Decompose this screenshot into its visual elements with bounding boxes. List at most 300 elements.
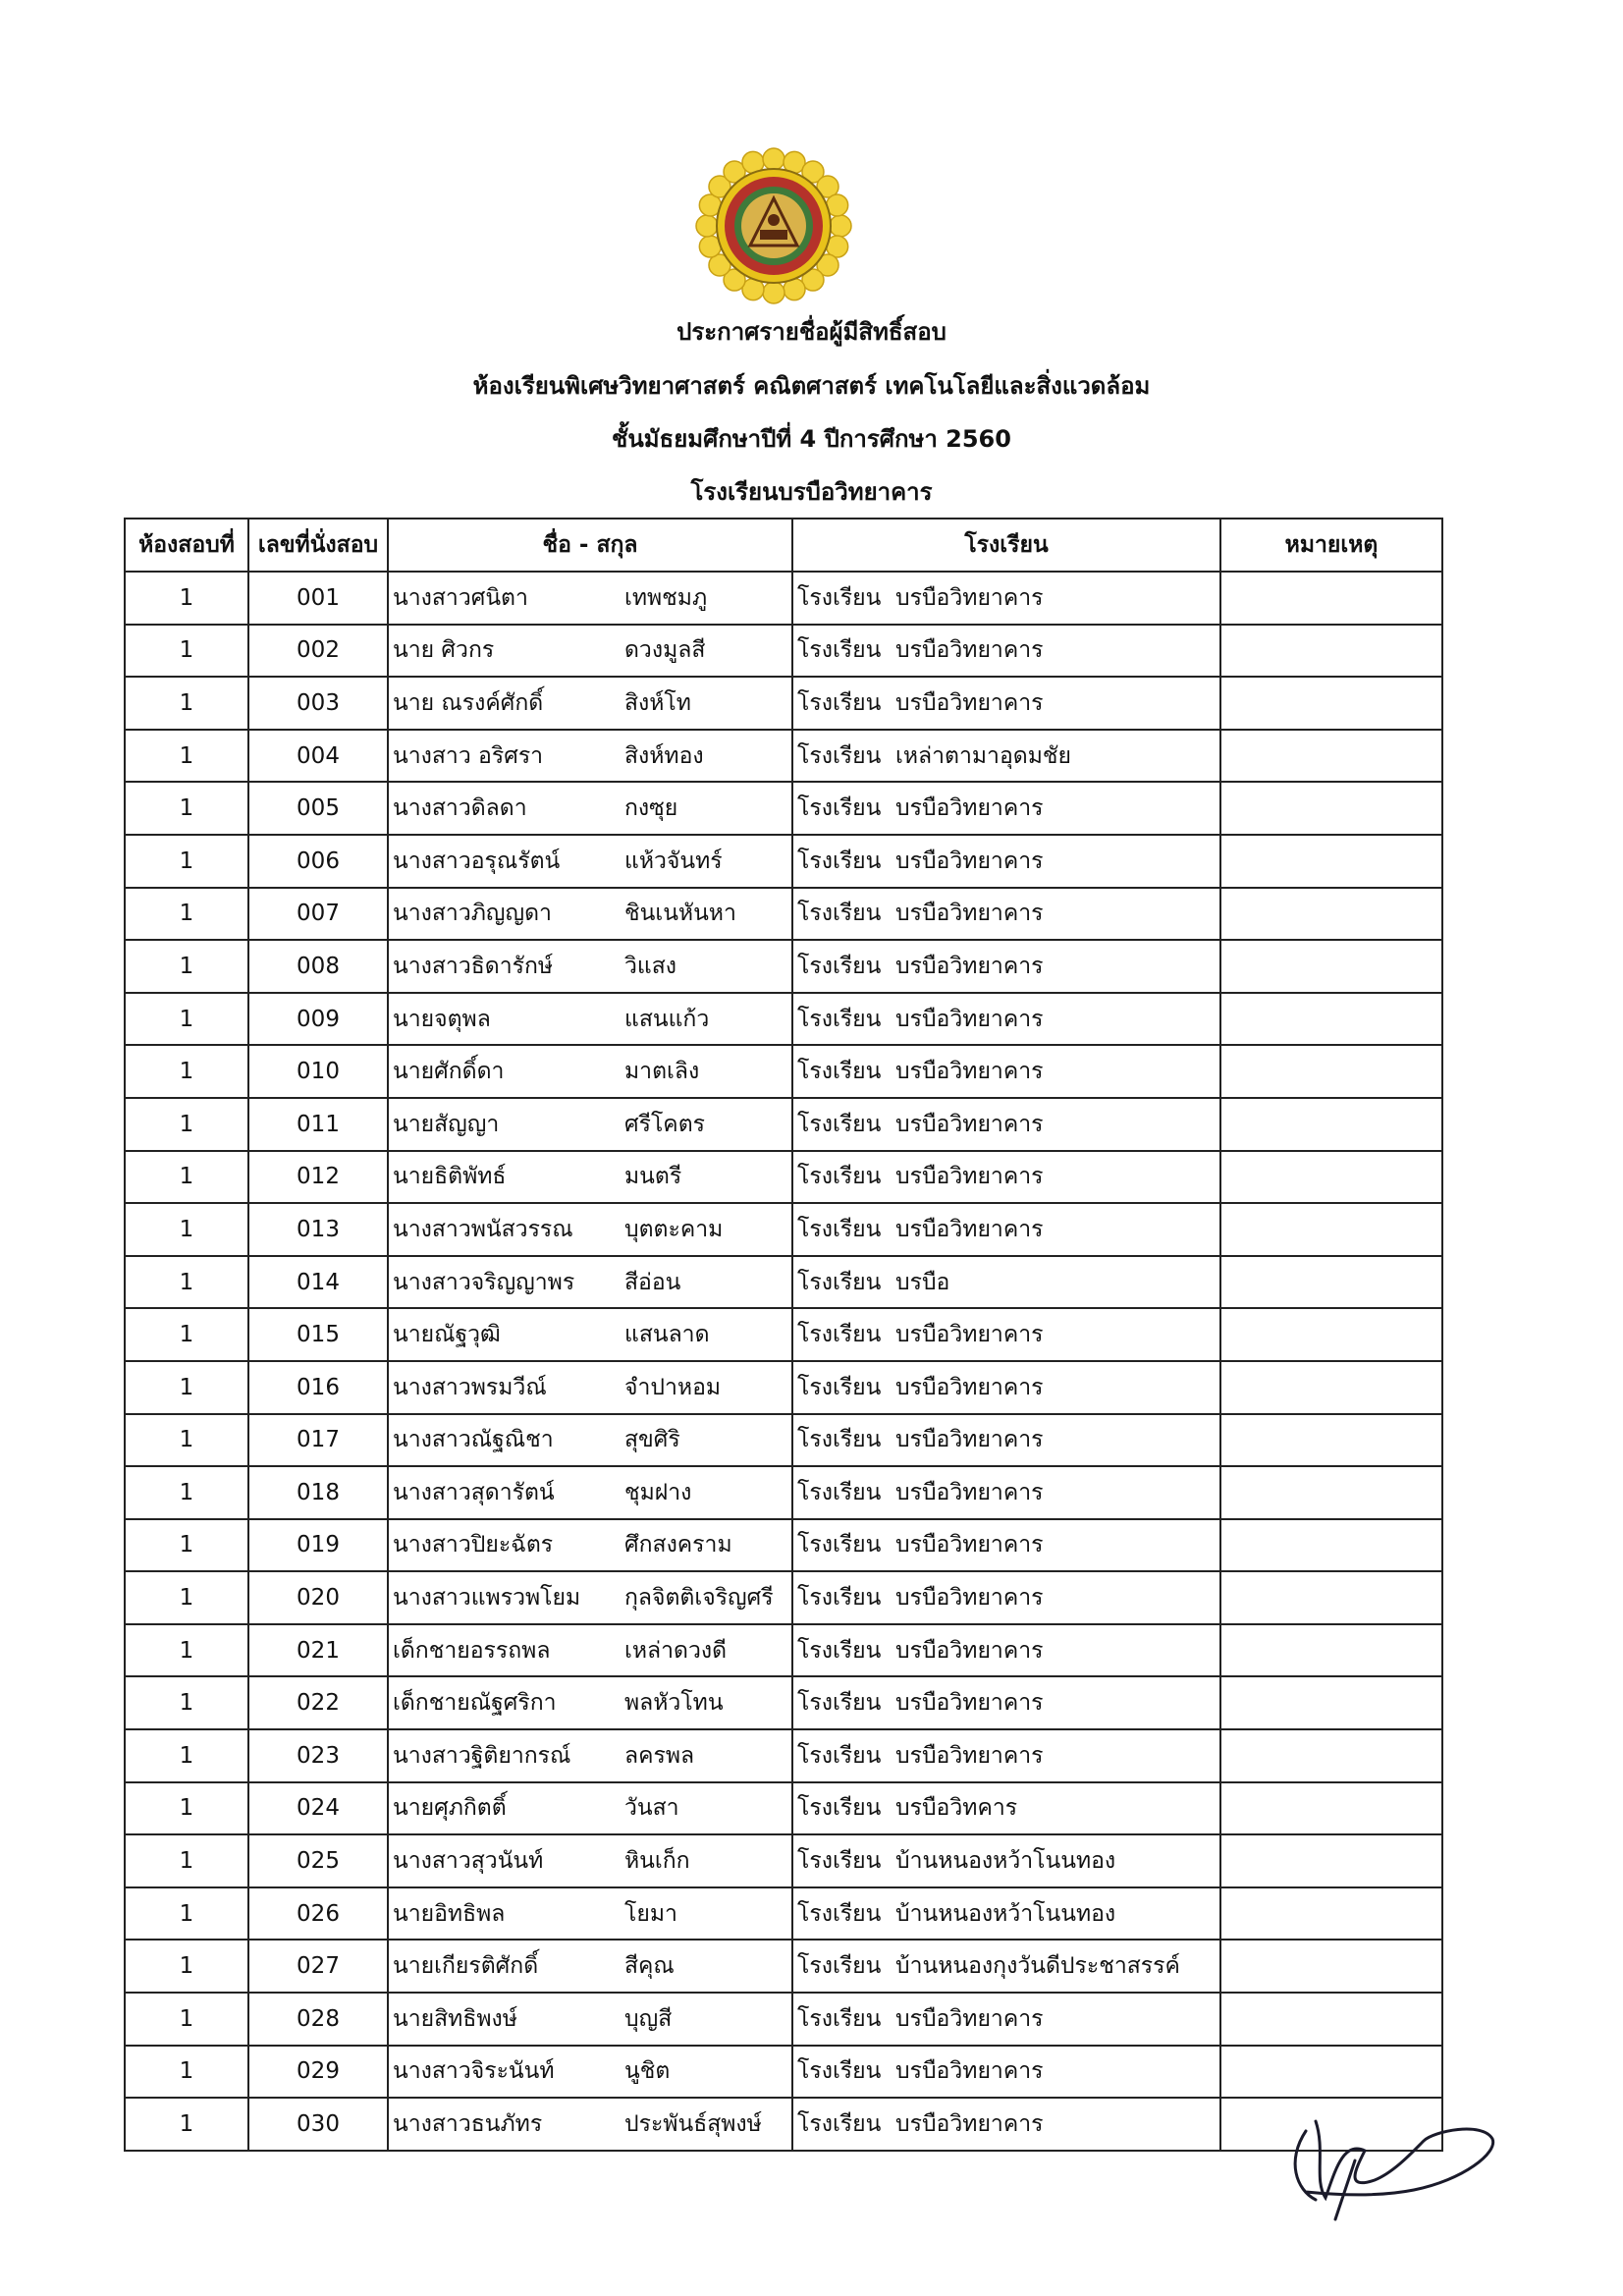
room-cell: 1 — [125, 572, 248, 625]
school-prefix: โรงเรียน — [797, 1532, 882, 1558]
first-name: เด็กชายณัฐศริกา — [393, 1690, 557, 1717]
name-cell — [388, 1203, 792, 1256]
room-cell: 1 — [125, 1782, 248, 1835]
first-name: นางสาวสุวนันท์ — [393, 1848, 544, 1875]
name-cell — [388, 1045, 792, 1098]
name-cell — [388, 1624, 792, 1677]
note-cell — [1220, 677, 1442, 730]
school-value: บรบือวิทยาคาร — [895, 1532, 1044, 1558]
table-row — [125, 835, 1442, 888]
note-cell — [1220, 940, 1442, 993]
first-name: นายสิทธิพงษ์ — [393, 2005, 517, 2032]
first-name: นางสาวศนิตา — [393, 584, 528, 611]
note-cell — [1220, 1624, 1442, 1677]
name-cell — [388, 940, 792, 993]
emblem-petal — [763, 282, 784, 303]
first-name: นางสาวพนัสวรรณ — [393, 1216, 573, 1242]
last-name: ชินเนหันหา — [624, 901, 736, 927]
first-name: นางสาวจิระนันท์ — [393, 2058, 555, 2085]
name-cell — [388, 1782, 792, 1835]
column-header-name: ชื่อ - สกุล — [388, 519, 792, 572]
table-row — [125, 940, 1442, 993]
last-name: บุญสี — [624, 2005, 673, 2032]
last-name: มนตรี — [624, 1164, 682, 1190]
seat-cell: 005 — [248, 782, 388, 835]
first-name: นาย ณรงค์ศักดิ์ — [393, 689, 544, 716]
table-row — [125, 782, 1442, 835]
school-value: บรบือวิทยาคาร — [895, 1742, 1044, 1769]
school-prefix: โรงเรียน — [797, 1585, 882, 1612]
last-name: เหล่าดวงดี — [624, 1637, 728, 1664]
school-cell — [792, 1676, 1220, 1729]
signature-icon — [1267, 2082, 1502, 2229]
name-cell — [388, 1151, 792, 1204]
name-cell — [388, 1993, 792, 2046]
school-prefix: โรงเรียน — [797, 1900, 882, 1927]
name-cell — [388, 1940, 792, 1993]
note-cell — [1220, 1045, 1442, 1098]
name-cell — [388, 2046, 792, 2099]
note-cell — [1220, 993, 1442, 1046]
seat-cell: 006 — [248, 835, 388, 888]
name-cell — [388, 993, 792, 1046]
school-value: บรบือวิทยาคาร — [895, 1164, 1044, 1190]
school-cell — [792, 1308, 1220, 1361]
first-name: นายอิทธิพล — [393, 1900, 506, 1927]
school-value: บรบือ — [895, 1269, 950, 1295]
note-cell — [1220, 730, 1442, 783]
table-header-row — [125, 519, 1442, 572]
school-name: โรงเรียนบรบือวิทยาคาร — [690, 478, 933, 506]
note-cell — [1220, 1414, 1442, 1467]
room-cell: 1 — [125, 1887, 248, 1941]
seat-cell: 013 — [248, 1203, 388, 1256]
seat-cell: 029 — [248, 2046, 388, 2099]
school-value: บ้านหนองกุงวันดีประชาสรรค์ — [895, 1953, 1180, 1980]
note-cell — [1220, 1782, 1442, 1835]
seat-cell: 021 — [248, 1624, 388, 1677]
school-value: บรบือวิทยาคาร — [895, 1111, 1044, 1137]
school-value: บรบือวิทยาคาร — [895, 2111, 1044, 2138]
last-name: ประพันธ์สุพงษ์ — [624, 2111, 762, 2138]
school-cell — [792, 1151, 1220, 1204]
school-prefix: โรงเรียน — [797, 584, 882, 611]
last-name: ศรีโคตร — [624, 1111, 705, 1137]
school-value: บ้านหนองหว้าโนนทอง — [895, 1848, 1116, 1875]
school-prefix: โรงเรียน — [797, 1690, 882, 1717]
school-value: บรบือวิทยาคาร — [895, 1374, 1044, 1400]
last-name: กงซุย — [624, 795, 678, 822]
table-row — [125, 1993, 1442, 2046]
room-cell: 1 — [125, 1993, 248, 2046]
name-cell — [388, 1519, 792, 1572]
last-name: เทพชมภู — [624, 584, 708, 611]
first-name: นายศุภกิตติ์ — [393, 1795, 507, 1822]
school-cell — [792, 1729, 1220, 1782]
note-cell — [1220, 1940, 1442, 1993]
room-cell: 1 — [125, 730, 248, 783]
first-name: นางสาวธิดารักษ์ — [393, 953, 554, 979]
last-name: สีคุณ — [624, 1953, 675, 1980]
note-cell — [1220, 1676, 1442, 1729]
school-cell — [792, 940, 1220, 993]
note-cell — [1220, 1887, 1442, 1941]
seat-cell: 026 — [248, 1887, 388, 1941]
room-cell: 1 — [125, 1834, 248, 1887]
school-prefix: โรงเรียน — [797, 637, 882, 664]
first-name: นายเกียรติศักดิ์ — [393, 1953, 539, 1980]
name-cell — [388, 572, 792, 625]
room-cell: 1 — [125, 1308, 248, 1361]
note-cell — [1220, 1993, 1442, 2046]
school-value: บรบือวิทยาคาร — [895, 1006, 1044, 1032]
table-row — [125, 677, 1442, 730]
school-cell — [792, 835, 1220, 888]
table-row — [125, 730, 1442, 783]
school-prefix: โรงเรียน — [797, 1322, 882, 1348]
name-cell — [388, 835, 792, 888]
school-value: บรบือวิทยาคาร — [895, 1322, 1044, 1348]
school-prefix: โรงเรียน — [797, 689, 882, 716]
first-name: นางสาวฐิติยากรณ์ — [393, 1742, 571, 1769]
last-name: ศึกสงคราม — [624, 1532, 732, 1558]
table-row — [125, 1729, 1442, 1782]
name-cell — [388, 1834, 792, 1887]
seat-cell: 019 — [248, 1519, 388, 1572]
table-row — [125, 2046, 1442, 2099]
seat-cell: 030 — [248, 2098, 388, 2151]
school-prefix: โรงเรียน — [797, 953, 882, 979]
table-row — [125, 1571, 1442, 1624]
room-cell: 1 — [125, 993, 248, 1046]
room-cell: 1 — [125, 1098, 248, 1151]
name-cell — [388, 1361, 792, 1414]
table-row — [125, 888, 1442, 941]
first-name: นายณัฐวุฒิ — [393, 1322, 501, 1348]
program-name: ห้องเรียนพิเศษวิทยาศาสตร์ คณิตศาสตร์ เทคโนโลยีและสิ่งแวดล้อม — [472, 372, 1151, 400]
first-name: นางสาวณัฐณิชา — [393, 1427, 554, 1453]
first-name: นางสาวธนภัทร — [393, 2111, 543, 2138]
school-prefix: โรงเรียน — [797, 2058, 882, 2085]
school-value: บรบือวิทยาคาร — [895, 2058, 1044, 2085]
note-cell — [1220, 625, 1442, 678]
room-cell: 1 — [125, 1045, 248, 1098]
note-cell — [1220, 1361, 1442, 1414]
seat-cell: 008 — [248, 940, 388, 993]
school-value: บรบือวิทยาคาร — [895, 1059, 1044, 1085]
first-name: นางสาวดิลดา — [393, 795, 527, 822]
emblem-petal — [830, 215, 851, 237]
table-row — [125, 1887, 1442, 1941]
school-value: บรบือวิทยาคาร — [895, 1585, 1044, 1612]
table-row — [125, 1466, 1442, 1519]
school-prefix: โรงเรียน — [797, 1164, 882, 1190]
seat-cell: 017 — [248, 1414, 388, 1467]
school-prefix: โรงเรียน — [797, 795, 882, 822]
school-cell — [792, 888, 1220, 941]
school-value: บรบือวิทยาคาร — [895, 1637, 1044, 1664]
note-cell — [1220, 835, 1442, 888]
school-cell — [792, 1782, 1220, 1835]
table-row — [125, 1519, 1442, 1572]
table-row — [125, 1098, 1442, 1151]
room-cell: 1 — [125, 835, 248, 888]
last-name: แสนลาด — [624, 1322, 710, 1348]
school-cell — [792, 1519, 1220, 1572]
last-name: วิแสง — [624, 953, 677, 979]
table-row — [125, 1414, 1442, 1467]
room-cell: 1 — [125, 1466, 248, 1519]
school-cell — [792, 625, 1220, 678]
seat-cell: 020 — [248, 1571, 388, 1624]
room-cell: 1 — [125, 1414, 248, 1467]
first-name: นางสาว อริศรา — [393, 742, 544, 769]
last-name: กุลจิตติเจริญศรี — [624, 1585, 774, 1612]
table-body — [125, 572, 1442, 2151]
seat-cell: 009 — [248, 993, 388, 1046]
note-cell — [1220, 1256, 1442, 1309]
school-value: บรบือวิทยาคาร — [895, 1216, 1044, 1242]
column-header-school: โรงเรียน — [792, 519, 1220, 572]
column-header-seat: เลขที่นั่งสอบ — [248, 519, 388, 572]
name-cell — [388, 1676, 792, 1729]
last-name: สุขศิริ — [624, 1427, 680, 1453]
last-name: หินเก็ก — [624, 1848, 690, 1875]
room-cell: 1 — [125, 1571, 248, 1624]
school-cell — [792, 2046, 1220, 2099]
school-emblem-icon — [695, 147, 852, 304]
note-cell — [1220, 1203, 1442, 1256]
note-cell — [1220, 1098, 1442, 1151]
school-cell — [792, 782, 1220, 835]
room-cell: 1 — [125, 2098, 248, 2151]
name-cell — [388, 1414, 792, 1467]
last-name: พลหัวโทน — [624, 1690, 724, 1717]
seat-cell: 023 — [248, 1729, 388, 1782]
school-cell — [792, 1466, 1220, 1519]
seat-cell: 027 — [248, 1940, 388, 1993]
school-prefix: โรงเรียน — [797, 1953, 882, 1980]
name-cell — [388, 1466, 792, 1519]
seat-cell: 025 — [248, 1834, 388, 1887]
school-prefix: โรงเรียน — [797, 1742, 882, 1769]
seat-cell: 022 — [248, 1676, 388, 1729]
school-value: บรบือวิทยาคาร — [895, 901, 1044, 927]
table-row — [125, 2098, 1442, 2151]
school-value: บรบือวิทยาคาร — [895, 1479, 1044, 1505]
school-prefix: โรงเรียน — [797, 1111, 882, 1137]
last-name: ชุมฝาง — [624, 1479, 692, 1505]
school-cell — [792, 1887, 1220, 1941]
column-header-room: ห้องสอบที่ — [125, 519, 248, 572]
school-prefix: โรงเรียน — [797, 742, 882, 769]
table-row — [125, 1308, 1442, 1361]
table-row — [125, 1256, 1442, 1309]
emblem-petal — [763, 148, 784, 170]
room-cell: 1 — [125, 1203, 248, 1256]
school-cell — [792, 1940, 1220, 1993]
school-prefix: โรงเรียน — [797, 1006, 882, 1032]
seat-cell: 024 — [248, 1782, 388, 1835]
seat-cell: 016 — [248, 1361, 388, 1414]
first-name: นายศักดิ์ดา — [393, 1059, 505, 1085]
last-name: สีอ่อน — [624, 1269, 681, 1295]
seat-cell: 007 — [248, 888, 388, 941]
table-row — [125, 1203, 1442, 1256]
school-cell — [792, 1256, 1220, 1309]
first-name: นาย ศิวกร — [393, 637, 495, 664]
school-prefix: โรงเรียน — [797, 1848, 882, 1875]
first-name: นางสาวจริญญาพร — [393, 1269, 575, 1295]
table-row — [125, 572, 1442, 625]
last-name: มาตเลิง — [624, 1059, 700, 1085]
name-cell — [388, 888, 792, 941]
school-prefix: โรงเรียน — [797, 1427, 882, 1453]
announcement-title: ประกาศรายชื่อผู้มีสิทธิ์สอบ — [676, 318, 947, 346]
last-name: ดวงมูลสี — [624, 637, 706, 664]
school-cell — [792, 1993, 1220, 2046]
name-cell — [388, 1308, 792, 1361]
name-cell — [388, 730, 792, 783]
column-header-note: หมายเหตุ — [1220, 519, 1442, 572]
school-value: บรบือวิทยาคาร — [895, 847, 1044, 874]
school-value: บรบือวิทยาคาร — [895, 637, 1044, 664]
school-prefix: โรงเรียน — [797, 1216, 882, 1242]
school-value: บ้านหนองหว้าโนนทอง — [895, 1900, 1116, 1927]
note-cell — [1220, 1729, 1442, 1782]
note-cell — [1220, 1308, 1442, 1361]
first-name: นางสาวภิญญดา — [393, 901, 552, 927]
school-cell — [792, 1203, 1220, 1256]
seat-cell: 002 — [248, 625, 388, 678]
last-name: นูชิต — [624, 2058, 671, 2085]
last-name: วันสา — [624, 1795, 679, 1822]
last-name: โยมา — [624, 1900, 677, 1927]
name-cell — [388, 677, 792, 730]
note-cell — [1220, 572, 1442, 625]
school-prefix: โรงเรียน — [797, 1637, 882, 1664]
table-row — [125, 1624, 1442, 1677]
school-value: บรบือวิทยาคาร — [895, 1690, 1044, 1717]
room-cell: 1 — [125, 1361, 248, 1414]
school-prefix: โรงเรียน — [797, 1479, 882, 1505]
table-row — [125, 1782, 1442, 1835]
table-row — [125, 1045, 1442, 1098]
school-cell — [792, 572, 1220, 625]
school-cell — [792, 1045, 1220, 1098]
name-cell — [388, 2098, 792, 2151]
note-cell — [1220, 1519, 1442, 1572]
seat-cell: 010 — [248, 1045, 388, 1098]
seat-cell: 028 — [248, 1993, 388, 2046]
room-cell: 1 — [125, 1519, 248, 1572]
school-cell — [792, 993, 1220, 1046]
name-cell — [388, 1729, 792, 1782]
school-prefix: โรงเรียน — [797, 1269, 882, 1295]
first-name: นางสาวสุดารัตน์ — [393, 1479, 555, 1505]
last-name: แห้วจันทร์ — [624, 847, 723, 874]
school-cell — [792, 677, 1220, 730]
note-cell — [1220, 1151, 1442, 1204]
school-value: บรบือวิทยาคาร — [895, 953, 1044, 979]
table-row — [125, 1834, 1442, 1887]
last-name: ลครพล — [624, 1742, 695, 1769]
last-name: บุตตะคาม — [624, 1216, 724, 1242]
room-cell: 1 — [125, 1940, 248, 1993]
first-name: นางสาวอรุณรัตน์ — [393, 847, 561, 874]
name-cell — [388, 625, 792, 678]
table-row — [125, 1940, 1442, 1993]
school-prefix: โรงเรียน — [797, 1059, 882, 1085]
room-cell: 1 — [125, 782, 248, 835]
grade-and-year: ชั้นมัธยมศึกษาปีที่ 4 ปีการศึกษา 2560 — [612, 425, 1011, 453]
first-name: นางสาวแพรวพโยม — [393, 1585, 581, 1612]
note-cell — [1220, 888, 1442, 941]
last-name: สิงห์ทอง — [624, 742, 704, 769]
seat-cell: 014 — [248, 1256, 388, 1309]
name-cell — [388, 1571, 792, 1624]
school-cell — [792, 1414, 1220, 1467]
school-cell — [792, 1361, 1220, 1414]
school-value: บรบือวิทยาคาร — [895, 584, 1044, 611]
name-cell — [388, 1887, 792, 1941]
school-cell — [792, 1098, 1220, 1151]
school-prefix: โรงเรียน — [797, 1795, 882, 1822]
table-row — [125, 625, 1442, 678]
name-cell — [388, 1098, 792, 1151]
school-value: บรบือวิทยาคาร — [895, 795, 1044, 822]
school-cell — [792, 1834, 1220, 1887]
room-cell: 1 — [125, 888, 248, 941]
seat-cell: 011 — [248, 1098, 388, 1151]
room-cell: 1 — [125, 677, 248, 730]
name-cell — [388, 782, 792, 835]
note-cell — [1220, 1466, 1442, 1519]
school-prefix: โรงเรียน — [797, 1374, 882, 1400]
candidate-table — [124, 518, 1443, 2152]
school-value: บรบือวิทคาร — [895, 1795, 1018, 1822]
name-cell — [388, 1256, 792, 1309]
table-row — [125, 1361, 1442, 1414]
room-cell: 1 — [125, 1624, 248, 1677]
table-row — [125, 993, 1442, 1046]
seat-cell: 015 — [248, 1308, 388, 1361]
first-name: นางสาวปิยะฉัตร — [393, 1532, 554, 1558]
room-cell: 1 — [125, 1151, 248, 1204]
school-value: บรบือวิทยาคาร — [895, 2005, 1044, 2032]
school-value: บรบือวิทยาคาร — [895, 689, 1044, 716]
first-name: นายจตุพล — [393, 1006, 491, 1032]
room-cell: 1 — [125, 625, 248, 678]
seat-cell: 018 — [248, 1466, 388, 1519]
school-prefix: โรงเรียน — [797, 2111, 882, 2138]
first-name: เด็กชายอรรถพล — [393, 1637, 551, 1664]
seat-cell: 004 — [248, 730, 388, 783]
table-row — [125, 1151, 1442, 1204]
last-name: สิงห์โท — [624, 689, 691, 716]
seat-cell: 003 — [248, 677, 388, 730]
room-cell: 1 — [125, 1676, 248, 1729]
school-prefix: โรงเรียน — [797, 847, 882, 874]
note-cell — [1220, 1571, 1442, 1624]
school-cell — [792, 1624, 1220, 1677]
first-name: นายสัญญา — [393, 1111, 500, 1137]
table-row — [125, 1676, 1442, 1729]
note-cell — [1220, 1834, 1442, 1887]
room-cell: 1 — [125, 940, 248, 993]
school-cell — [792, 2098, 1220, 2151]
school-value: บรบือวิทยาคาร — [895, 1427, 1044, 1453]
